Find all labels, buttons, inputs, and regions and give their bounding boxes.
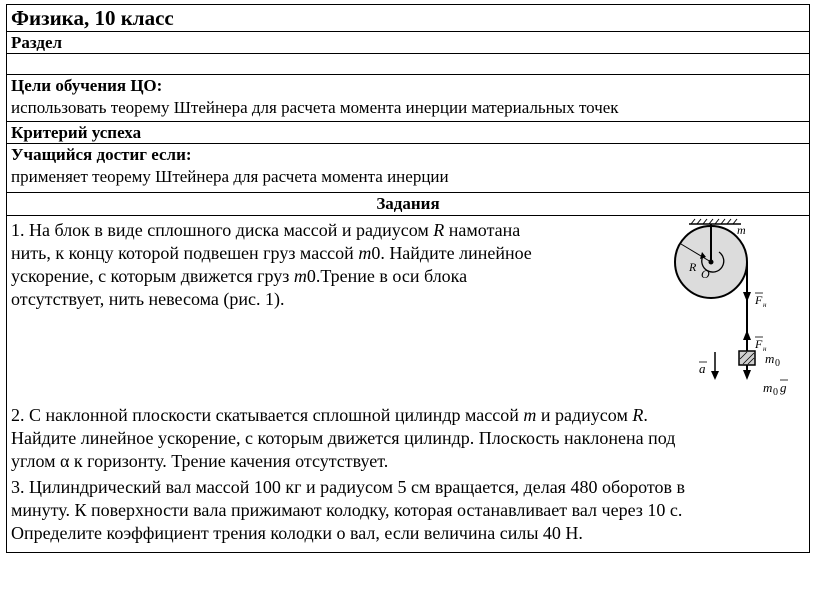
gravity-arrow — [743, 370, 751, 380]
label-m0 — [765, 351, 780, 369]
label-m0g — [763, 380, 788, 396]
label-a — [699, 361, 707, 376]
tasks-cell — [7, 216, 810, 553]
tasks-heading: Задания — [7, 193, 810, 216]
goals-cell — [7, 75, 810, 122]
svg-text:0: 0 — [773, 387, 778, 396]
tension-arrow-down — [743, 292, 751, 302]
page-title: Физика, 10 класс — [7, 5, 810, 32]
label-O: O — [701, 267, 710, 281]
achieved-text: применяет теорему Штейнера для расчета момента инерции — [11, 167, 449, 186]
task-1-line-2: нить, к концу которой подвешен груз массой m0. Найдите линейное — [11, 243, 532, 263]
goals-label: Цели обучения ЦО: — [11, 76, 163, 95]
task-2-line-3: углом α к горизонту. Трение качения отсутствует. — [11, 451, 389, 471]
svg-text:g: g — [780, 380, 787, 395]
achieved-cell — [7, 144, 810, 193]
svg-text:m: m — [763, 380, 773, 395]
task-3-line-1: 3. Цилиндрический вал массой 100 кг и радиусом 5 см вращается, делая 480 оборотов в — [11, 477, 686, 497]
task-2 — [11, 404, 805, 473]
pulley-figure — [667, 216, 807, 396]
tension-label-top — [754, 293, 767, 309]
task-3-line-3: Определите коэффициент трения колодки о вал, если величина силы 40 Н. — [11, 523, 583, 543]
svg-text:F: F — [755, 293, 763, 307]
empty-row — [7, 54, 810, 75]
task-3 — [11, 476, 805, 545]
task-2-line-2: Найдите линейное ускорение, с которым движется цилиндр. Плоскость наклонена под — [11, 428, 676, 448]
goals-text: использовать теорему Штейнера для расчета момента инерции материальных точек — [11, 98, 619, 117]
svg-text:0: 0 — [775, 358, 780, 369]
task-3-line-2: минуту. К поверхности вала прижимают колодку, которая останавливает вал через 10 с. — [11, 500, 683, 520]
lesson-table — [6, 4, 810, 553]
task-1 — [11, 219, 623, 311]
svg-text:m: m — [765, 351, 775, 366]
criteria-label: Критерий успеха — [7, 122, 810, 144]
svg-text:н: н — [763, 301, 767, 309]
task-1-line-1: 1. На блок в виде сплошного диска массой и радиусом R намотана — [11, 220, 521, 240]
achieved-label: Учащийся достиг если: — [11, 145, 192, 164]
tension-arrow-up — [743, 330, 751, 340]
label-m: m — [737, 223, 746, 237]
section-label: Раздел — [7, 32, 810, 54]
svg-text:F: F — [755, 337, 763, 351]
task-2-line-1: 2. С наклонной плоскости скатывается сплошной цилиндр массой m и радиусом R. — [11, 405, 648, 425]
task-1-line-3: ускорение, с которым движется груз m0.Трение в оси блока — [11, 266, 468, 286]
acceleration-arrowhead — [711, 371, 719, 380]
label-R: R — [689, 260, 697, 274]
lesson-sheet — [6, 4, 810, 553]
svg-text:н: н — [763, 345, 767, 353]
task-1-line-4: отсутствует, нить невесома (рис. 1). — [11, 289, 285, 309]
svg-text:a: a — [699, 361, 706, 376]
